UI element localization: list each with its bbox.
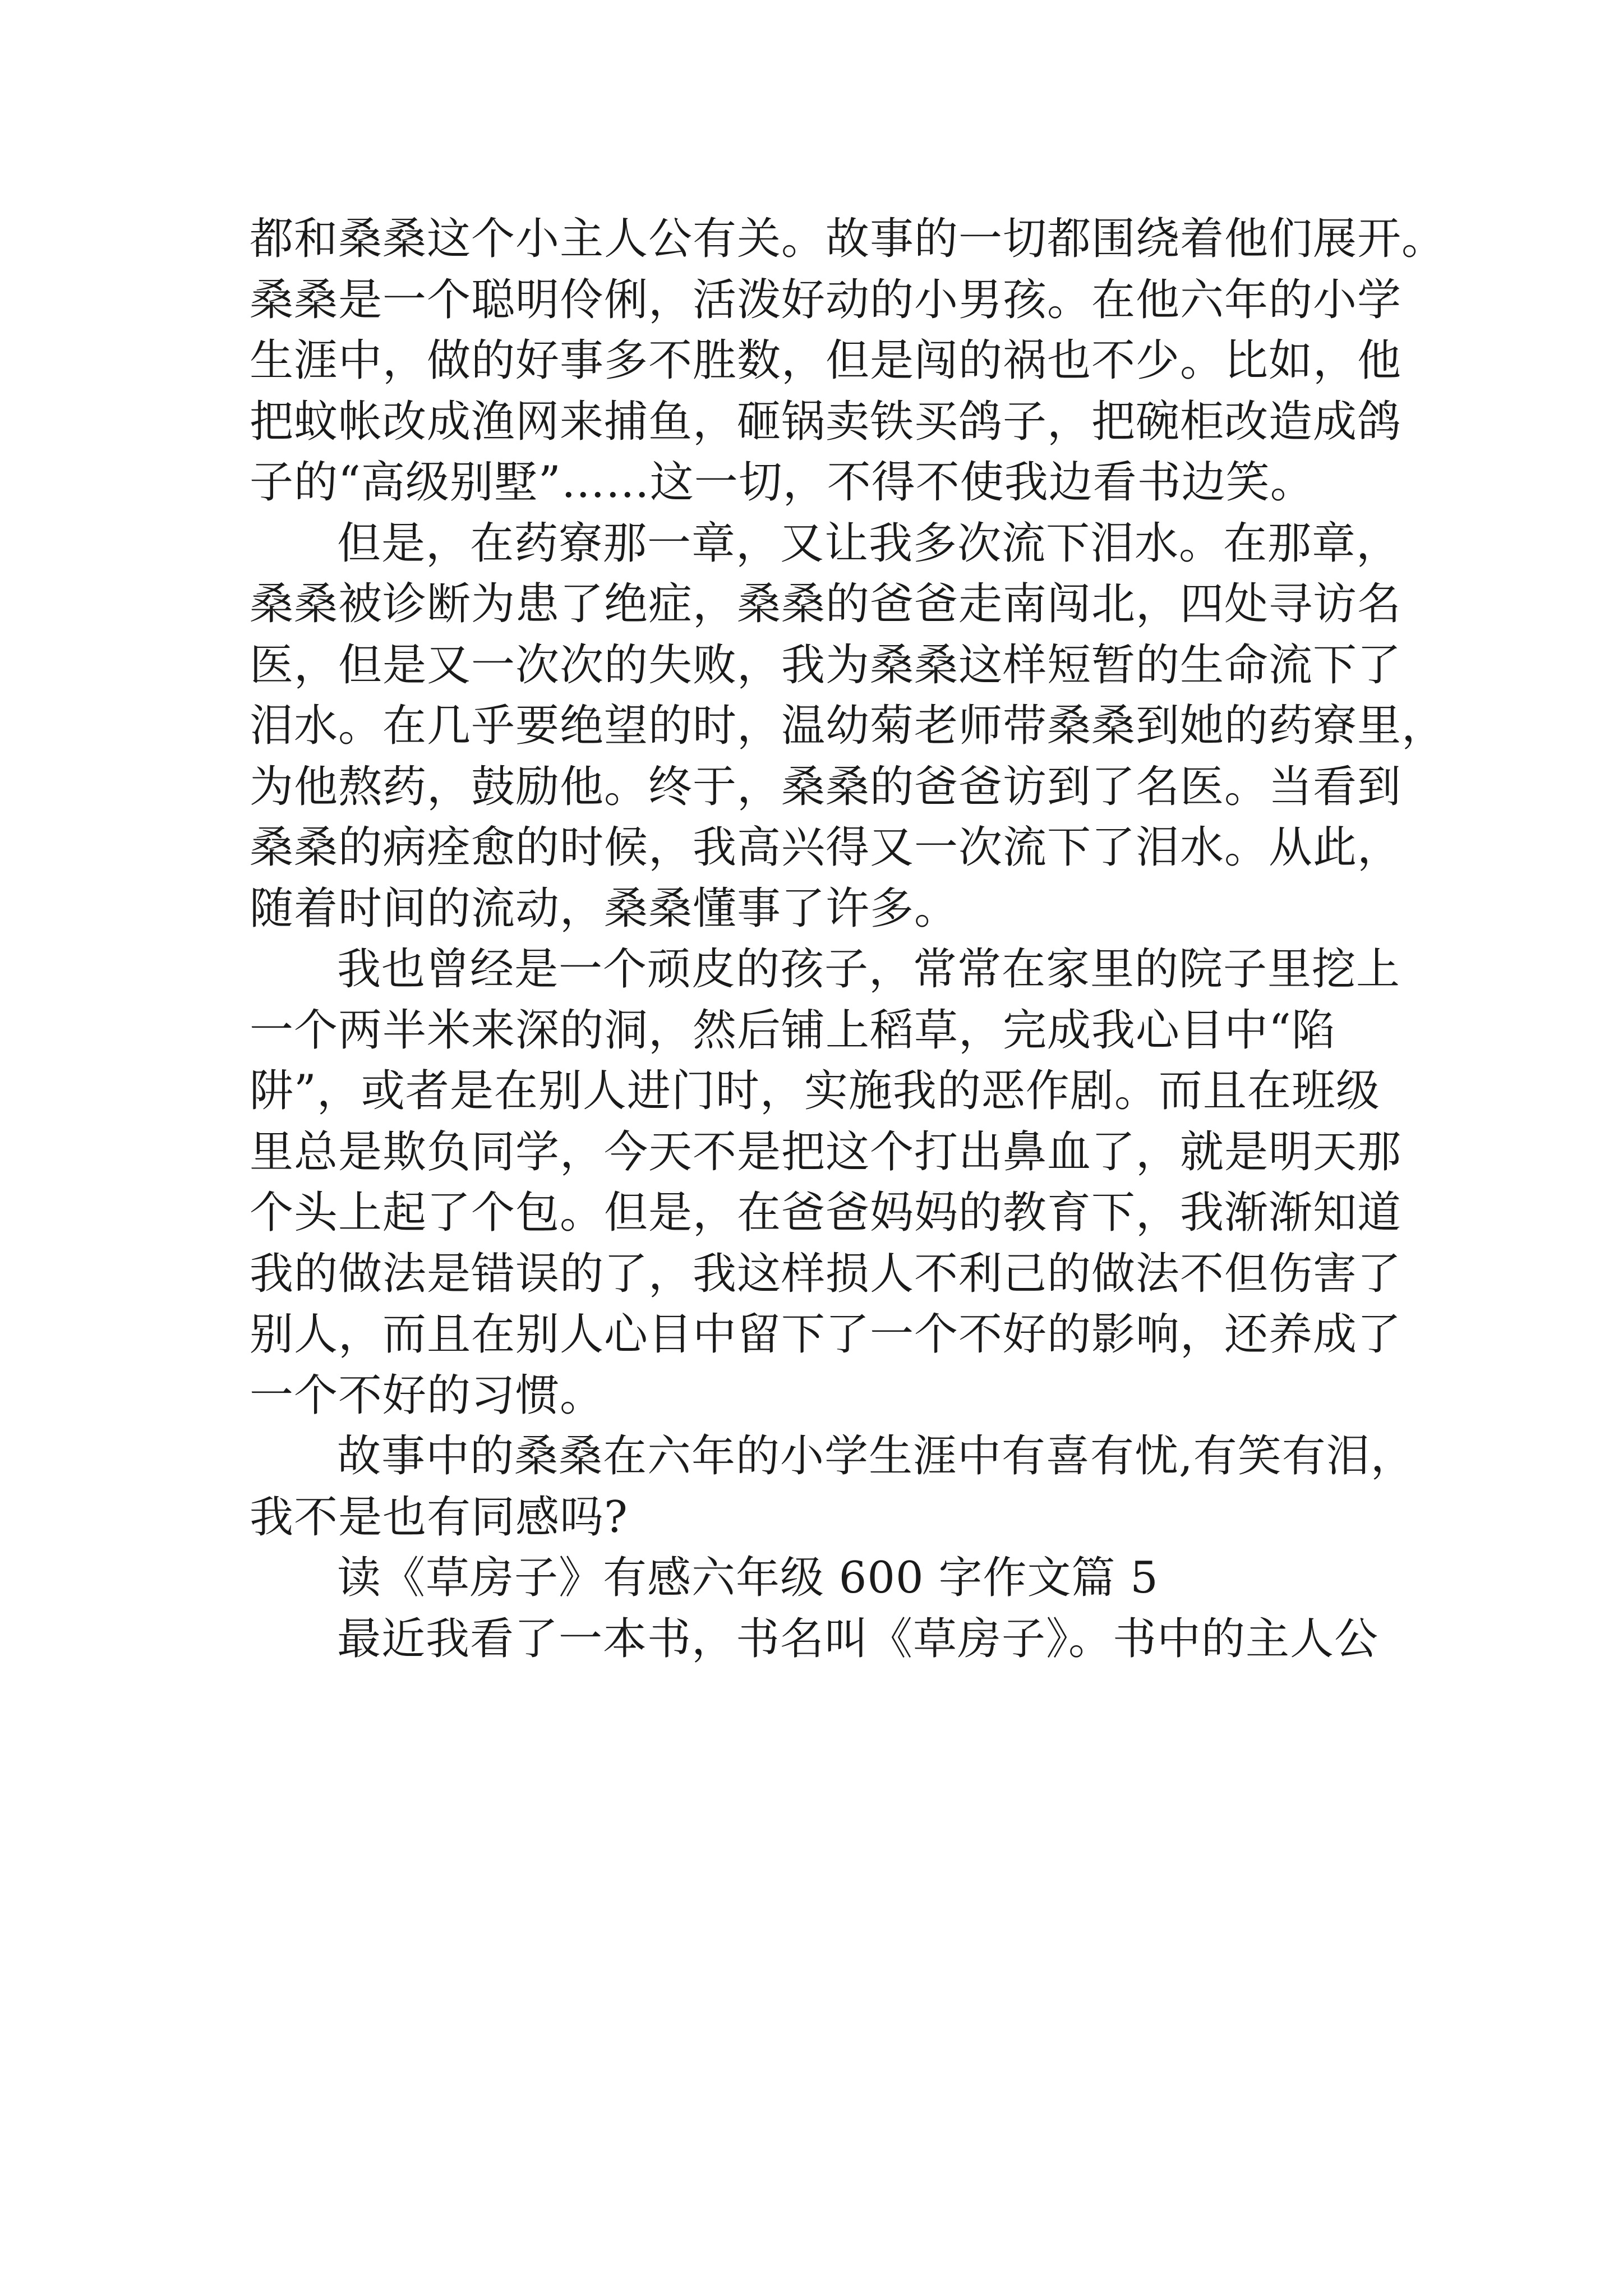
section-heading: 读《草房子》有感六年级 600 字作文篇 5: [337, 1553, 1159, 1603]
text-line: 个头上起了个包。但是，在爸爸妈妈的教育下，我渐渐知道: [250, 1188, 1402, 1238]
text-line: 医，但是又一次次的失败，我为桑桑这样短暂的生命流下了: [250, 639, 1402, 691]
text-line: 阱”，或者是在别人进门时，实施我的恶作剧。而且在班级: [250, 1066, 1380, 1116]
text-line: 一个不好的习惯。: [250, 1370, 605, 1421]
text-line: 桑桑被诊断为患了绝症，桑桑的爸爸走南闯北，四处寻访名: [250, 579, 1402, 629]
text-line: 我的做法是错误的了，我这样损人不利己的做法不但伤害了: [250, 1248, 1402, 1299]
text-line: 里总是欺负同学，今天不是把这个打出鼻血了，就是明天那: [250, 1126, 1402, 1177]
text-line: 都和桑桑这个小主人公有关。故事的一切都围绕着他们展开。: [250, 214, 1446, 264]
paragraph-first-line: 但是，在药寮那一章，又让我多次流下泪水。在那章，: [337, 518, 1401, 569]
paragraph-first-line: 故事中的桑桑在六年的小学生涯中有喜有忧,有笑有泪，: [337, 1431, 1415, 1481]
text-line: 泪水。在几乎要绝望的时，温幼菊老师带桑桑到她的药寮里，: [250, 701, 1446, 751]
text-line: 别人，而且在别人心目中留下了一个不好的影响，还养成了: [250, 1309, 1402, 1360]
text-line: 一个两半米来深的洞，然后铺上稻草，完成我心目中“陷: [250, 1005, 1336, 1056]
text-line: 桑桑的病痊愈的时候，我高兴得又一次流下了泪水。从此，: [250, 822, 1402, 873]
text-line: 生涯中，做的好事多不胜数，但是闯的祸也不少。比如，他: [250, 335, 1402, 386]
document-body: [250, 209, 1461, 1669]
text-line: 把蚊帐改成渔网来捕鱼，砸锅卖铁买鸽子，把碗柜改造成鸽: [250, 396, 1402, 447]
text-line: 子的“高级别墅”……这一切，不得不使我边看书边笑。: [250, 457, 1315, 508]
text-line: 随着时间的流动，桑桑懂事了许多。: [250, 883, 959, 934]
paragraph-first-line: 我也曾经是一个顽皮的孩子，常常在家里的院子里挖上: [337, 944, 1401, 995]
text-line: 我不是也有同感吗?: [250, 1492, 628, 1543]
paragraph-first-line: 最近我看了一本书，书名叫《草房子》。书中的主人公: [337, 1613, 1379, 1664]
text-line: 为他熬药，鼓励他。终于，桑桑的爸爸访到了名医。当看到: [250, 761, 1402, 812]
text-line: 桑桑是一个聪明伶俐，活泼好动的小男孩。在他六年的小学: [250, 274, 1402, 325]
